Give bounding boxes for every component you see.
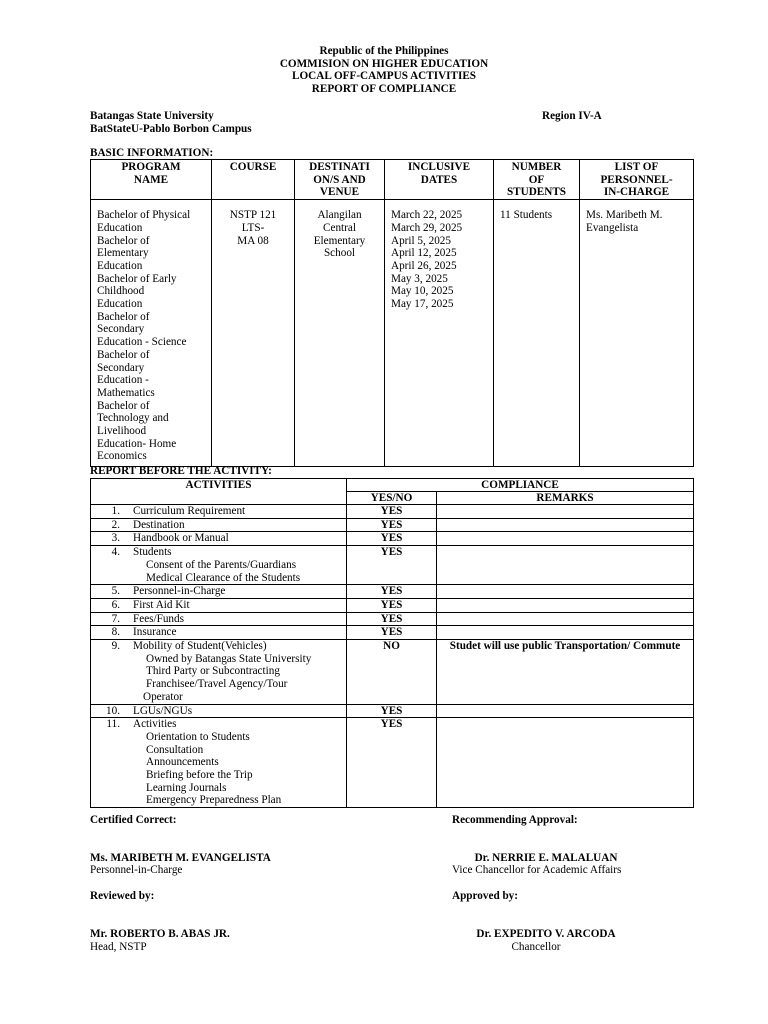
text-line: Bachelor of Physical <box>97 209 191 222</box>
text-line: Economics <box>97 450 147 463</box>
text-line: May 17, 2025 <box>391 298 454 311</box>
activity-number: 1. <box>111 505 120 517</box>
text-line: May 3, 2025 <box>391 272 448 285</box>
compliance-row <box>91 704 694 718</box>
program-name-cell <box>91 200 212 467</box>
activity-number: 5. <box>111 585 120 598</box>
activity-number: 10. <box>106 704 120 717</box>
yes-no-cell: YES <box>347 546 437 585</box>
yes-no-cell: YES <box>347 532 437 546</box>
activity-item <box>91 626 346 639</box>
activity-label: Mobility of Student(Vehicles) <box>133 640 267 653</box>
text-line: Evangelista <box>586 221 639 234</box>
inclusive-dates-header <box>385 160 494 200</box>
activity-cell <box>91 718 347 808</box>
header-republic: Republic of the Philippines <box>319 45 449 57</box>
text-line: Childhood <box>97 285 145 298</box>
yes-no-cell: YES <box>347 598 437 612</box>
remarks-cell <box>437 626 694 640</box>
text-line: Technology and <box>97 412 169 425</box>
text-line: April 26, 2025 <box>391 259 457 272</box>
text-line: Elementary <box>313 234 366 247</box>
text-line: NUMBER <box>511 161 562 173</box>
activity-label: Fees/Funds <box>133 612 184 625</box>
recommending-name: Dr. NERRIE E. MALALUAN <box>474 852 618 864</box>
region-label: Region IV-A <box>542 110 602 122</box>
activity-item <box>91 546 346 559</box>
text-line: March 22, 2025 <box>391 209 463 222</box>
activity-sub-item: Briefing before the Trip <box>146 769 253 782</box>
activity-label: Destination <box>133 518 185 531</box>
activity-cell <box>91 532 347 546</box>
compliance-row <box>91 640 694 705</box>
text-line: OF <box>528 173 545 186</box>
activity-number: 3. <box>111 532 120 545</box>
yes-no-cell: YES <box>347 585 437 599</box>
inclusive-dates-cell <box>385 200 494 467</box>
activity-item <box>91 505 346 518</box>
activity-number: 9. <box>111 640 120 653</box>
activity-cell <box>91 505 347 519</box>
yes-no-cell: YES <box>347 718 437 808</box>
text-line: Education <box>97 221 143 234</box>
remarks-cell <box>437 585 694 599</box>
activity-number: 8. <box>111 626 120 639</box>
text-line: Central <box>323 221 356 234</box>
reviewed-by-label: Reviewed by: <box>90 890 155 902</box>
text-line: Education <box>97 259 143 272</box>
recommending-approval-label: Recommending Approval: <box>452 814 578 826</box>
activity-number: 7. <box>111 612 120 625</box>
header-report-title: REPORT OF COMPLIANCE <box>311 83 457 96</box>
basic-info-data-row <box>91 200 694 467</box>
activity-label: Curriculum Requirement <box>133 505 246 517</box>
text-line: STUDENTS <box>506 186 567 199</box>
text-line: Education- Home <box>97 437 177 450</box>
text-line: Bachelor of <box>97 348 150 361</box>
approved-by-label: Approved by: <box>452 890 518 902</box>
course-header <box>212 160 295 200</box>
text-line: Bachelor of Early <box>97 272 177 285</box>
compliance-row <box>91 612 694 626</box>
text-line: Ms. Maribeth M. <box>586 209 663 222</box>
compliance-table <box>90 478 694 808</box>
text-line: April 12, 2025 <box>391 247 457 260</box>
certified-name: Ms. MARIBETH M. EVANGELISTA <box>90 852 271 864</box>
activity-sub-item: Orientation to Students <box>146 730 250 743</box>
activity-cell <box>91 704 347 718</box>
text-line: ON/S AND <box>313 173 366 186</box>
program-name-header <box>91 160 212 200</box>
destination-cell <box>295 200 385 467</box>
activity-number: 11. <box>106 718 120 731</box>
basic-info-table <box>90 159 694 467</box>
text-line: NSTP 121 <box>229 209 277 222</box>
text-line: VENUE <box>319 186 360 199</box>
personnel-header <box>580 160 694 200</box>
remarks-cell <box>437 532 694 546</box>
activity-sub-item: Owned by Batangas State University <box>146 652 312 665</box>
activity-item <box>91 640 346 653</box>
certified-title: Personnel-in-Charge <box>90 864 183 876</box>
text-line: Secondary <box>97 361 145 374</box>
activity-cell <box>91 598 347 612</box>
activity-label: Handbook or Manual <box>133 532 229 545</box>
activity-item <box>91 599 346 612</box>
header-activities: LOCAL OFF-CAMPUS ACTIVITIES <box>292 70 476 83</box>
remarks-cell <box>437 518 694 532</box>
yes-no-cell: NO <box>347 640 437 705</box>
course-cell <box>212 200 295 467</box>
activity-sub-item: Consultation <box>146 743 204 756</box>
activity-sub-item: Medical Clearance of the Students <box>146 571 301 584</box>
number-of-students-header <box>494 160 580 200</box>
reviewed-title: Head, NSTP <box>90 941 147 953</box>
activity-number: 6. <box>111 598 120 611</box>
yes-no-cell: YES <box>347 704 437 718</box>
text-line: Education <box>97 298 143 311</box>
text-line: Education - <box>97 374 149 387</box>
yes-no-cell: YES <box>347 518 437 532</box>
activity-sub-item: Consent of the Parents/Guardians <box>146 558 297 571</box>
activity-sub-item: Operator <box>143 690 183 703</box>
compliance-row <box>91 532 694 546</box>
activity-item <box>91 613 346 626</box>
compliance-row <box>91 598 694 612</box>
text-line: Bachelor of <box>97 310 150 323</box>
text-line: COURSE <box>229 161 277 173</box>
text-line: MA 08 <box>237 234 269 247</box>
document-header <box>0 45 768 96</box>
report-before-activity-label: REPORT BEFORE THE ACTIVITY: <box>90 465 272 477</box>
activity-item <box>91 519 346 532</box>
compliance-row <box>91 518 694 532</box>
compliance-header: COMPLIANCE <box>347 479 694 492</box>
text-line: School <box>323 247 356 260</box>
remarks-header: REMARKS <box>437 492 694 505</box>
text-line: DESTINATI <box>309 161 370 173</box>
approved-title: Chancellor <box>511 941 561 953</box>
activity-item <box>91 705 346 718</box>
activity-label: Activities <box>133 718 177 731</box>
activity-cell <box>91 546 347 585</box>
activity-sub-item: Announcements <box>146 756 219 769</box>
certified-correct-label: Certified Correct: <box>90 814 177 826</box>
activity-label: First Aid Kit <box>133 598 190 611</box>
header-commission: COMMISION ON HIGHER EDUCATION <box>279 57 489 70</box>
text-line: Mathematics <box>97 386 155 399</box>
text-line: May 10, 2025 <box>391 285 454 298</box>
activity-item <box>91 718 346 731</box>
compliance-row <box>91 585 694 599</box>
activity-item <box>91 585 346 598</box>
yes-no-cell: YES <box>347 505 437 519</box>
activity-label: Students <box>133 546 172 559</box>
text-line: INCLUSIVE <box>407 161 471 173</box>
yes-no-cell: YES <box>347 626 437 640</box>
university-name: Batangas State University <box>90 110 214 122</box>
text-line: Secondary <box>97 323 145 336</box>
yes-no-cell: YES <box>347 612 437 626</box>
compliance-row <box>91 718 694 808</box>
text-line: PERSONNEL- <box>600 173 673 186</box>
campus-name: BatStateU-Pablo Borbon Campus <box>90 123 252 135</box>
recommending-title: Vice Chancellor for Academic Affairs <box>452 864 622 876</box>
activity-cell <box>91 612 347 626</box>
personnel-cell <box>580 200 694 467</box>
compliance-header-row <box>91 479 694 492</box>
reviewed-name: Mr. ROBERTO B. ABAS JR. <box>90 928 230 940</box>
text-line: Alangilan <box>317 209 362 222</box>
activity-label: Personnel-in-Charge <box>133 585 226 598</box>
remarks-cell <box>437 612 694 626</box>
yes-no-header: YES/NO <box>347 492 437 505</box>
text-line: March 29, 2025 <box>391 221 463 234</box>
text-line: Livelihood <box>97 425 147 438</box>
activity-label: Insurance <box>133 626 177 639</box>
compliance-row <box>91 505 694 519</box>
compliance-row <box>91 626 694 640</box>
text-line: DATES <box>420 173 458 186</box>
approved-name: Dr. EXPEDITO V. ARCODA <box>476 928 616 940</box>
text-line: PROGRAM <box>121 161 181 173</box>
remarks-cell <box>437 718 694 808</box>
basic-info-header-row <box>91 160 694 200</box>
text-line: April 5, 2025 <box>391 234 451 247</box>
activity-sub-item: Learning Journals <box>146 781 227 794</box>
activity-sub-item: Franchisee/Travel Agency/Tour <box>146 678 288 691</box>
activity-number: 4. <box>111 546 120 559</box>
activity-sub-item: Third Party or Subcontracting <box>146 665 280 678</box>
remarks-cell <box>437 546 694 585</box>
text-line: Elementary <box>97 247 149 260</box>
activity-cell <box>91 640 347 705</box>
activity-cell <box>91 585 347 599</box>
destination-header <box>295 160 385 200</box>
remarks-cell <box>437 598 694 612</box>
activity-item <box>91 532 346 545</box>
remarks-cell: Studet will use public Transportation/ Commute <box>437 640 694 705</box>
activities-header: ACTIVITIES <box>91 479 347 505</box>
text-line: Bachelor of <box>97 234 150 247</box>
number-of-students-cell: 11 Students <box>494 200 580 467</box>
basic-info-label: BASIC INFORMATION: <box>90 147 214 159</box>
text-line: Bachelor of <box>97 399 150 412</box>
remarks-cell <box>437 505 694 519</box>
compliance-row <box>91 546 694 585</box>
text-line: LTS- <box>241 221 265 234</box>
text-line: LIST OF <box>614 161 659 173</box>
text-line: IN-CHARGE <box>603 186 670 199</box>
compliance-rows <box>91 505 694 808</box>
remarks-cell <box>437 704 694 718</box>
activity-number: 2. <box>111 518 120 531</box>
activity-sub-item: Emergency Preparedness Plan <box>146 794 282 807</box>
activity-cell <box>91 626 347 640</box>
activity-cell <box>91 518 347 532</box>
activity-label: LGUs/NGUs <box>133 704 193 717</box>
text-line: Education - Science <box>97 336 187 349</box>
text-line: NAME <box>133 173 169 186</box>
